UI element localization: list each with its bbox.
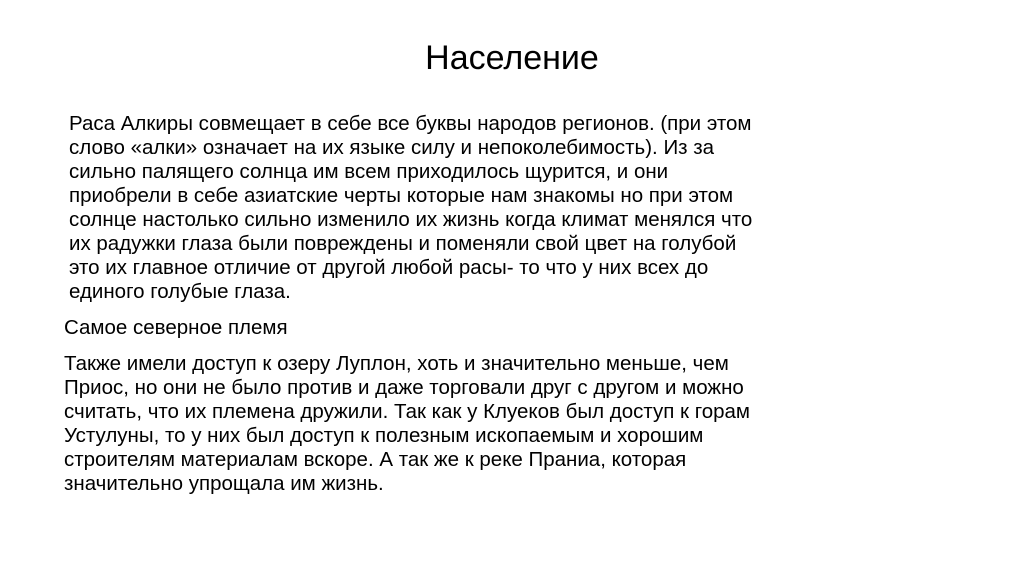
text-line: слово «алки» означает на их языке силу и непоколебимость). Из за [69,136,715,159]
paragraph-race-description [64,112,924,304]
text-line: Устулуны, то у них был доступ к полезным ископаемым и хорошим [64,424,704,447]
text-line: сильно палящего солнца им всем приходилось щурится, и они [69,160,669,183]
text-line: строителям материалам вскоре. А так же к реке Праниа, которая [64,448,687,471]
text-line: Самое северное племя [64,316,288,339]
slide-title: Население [425,39,599,77]
text-line: Также имели доступ к озеру Луплон, хоть и значительно меньше, чем [64,352,729,375]
text-line: единого голубые глаза. [69,280,291,303]
paragraph-tribe-heading [64,316,924,340]
slide-body [64,112,924,508]
text-line: приобрели в себе азиатские черты которые нам знакомы но при этом [69,184,734,207]
text-line: Раса Алкиры совмещает в себе все буквы народов регионов. (при этом [69,112,752,135]
text-line: их радужки глаза были повреждены и поменяли свой цвет на голубой [69,232,737,255]
text-line: это их главное отличие от другой любой расы- то что у них всех до [69,256,709,279]
text-line: солнце настолько сильно изменило их жизнь когда климат менялся что [69,208,753,231]
text-line: значительно упрощала им жизнь. [64,472,384,495]
text-line: Приос, но они не было против и даже торговали друг с другом и можно [64,376,744,399]
paragraph-tribe-description [64,352,924,496]
text-line: считать, что их племена дружили. Так как у Клуеков был доступ к горам [64,400,751,423]
